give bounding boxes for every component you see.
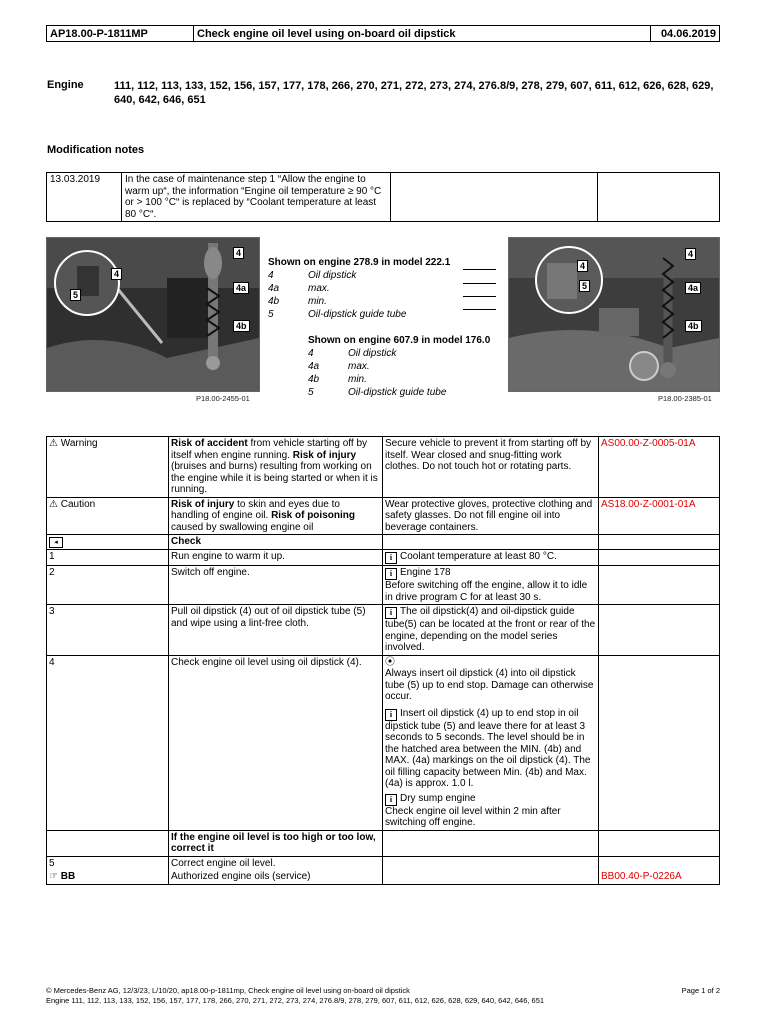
- legend-leader-line: [463, 296, 496, 297]
- caution-row: [47, 497, 720, 535]
- page-footer: [46, 986, 720, 1006]
- info-icon: i: [385, 552, 397, 564]
- modification-notes-title: Modification notes: [47, 144, 145, 156]
- step-action: Correct engine oil level.: [169, 856, 383, 870]
- legend-item: 4b min.: [268, 296, 327, 307]
- check-title: Check: [169, 535, 383, 550]
- legend-item: 5 Oil-dipstick guide tube: [268, 309, 407, 320]
- step-number: 2: [47, 566, 169, 605]
- step-row: [47, 655, 720, 830]
- step-note: ⦿ Always insert oil dipstick (4) into oil dipstick tube (5) up to end stop. Damage can otherwise occur. i Insert oil dipstick (4) up to end stop in oil dipstick tube (5) and leave there for at least 3 seconds to 5 seconds. The level should be in the hatched area between the MIN. (4b) and MAX. (4a) markings on the oil dipstick (4). The oil filling capacity between Min. (4b) and Max. (4a) is approx. 1.0 l. i Dry sump engine Check engine oil level within 2 min after switching off engine.: [383, 655, 599, 830]
- modification-table: [46, 172, 720, 222]
- step-note: i Coolant temperature at least 80 °C.: [383, 550, 599, 566]
- bb-cell: ☞ BB: [47, 870, 169, 884]
- info-icon: i: [385, 568, 397, 580]
- figure-legend-2: [308, 334, 508, 399]
- modification-text: In the case of maintenance step 1 “Allow the engine to warm up“, the information “Engine oil temperature ≥ 90 °C or > 100 °C“ is replaced by “Coolant temperature at least 80 °C“.: [122, 173, 391, 222]
- engine-photo-right-graphic: [509, 238, 719, 391]
- legend-item: 4 Oil dipstick: [268, 270, 357, 281]
- warning-ref-link[interactable]: AS00.00-Z-0005-01A: [599, 437, 720, 498]
- footer-line-2: Engine 111, 112, 113, 133, 152, 156, 157, 177, 178, 266, 270, 271, 272, 273, 274, 276.8/9, 278, 279, 607, 611, 612, 626, 628, 629, 640, 642, 646, 651: [46, 996, 545, 1005]
- callout-5: 5: [579, 280, 590, 292]
- legend-leader-line: [463, 309, 496, 310]
- step-note: i The oil dipstick(4) and oil-dipstick guide tube(5) can be located at the front or rear of the engine, depending on the model series involved.: [383, 605, 599, 656]
- check-icon: ◂: [47, 535, 169, 550]
- correct-row: [47, 830, 720, 856]
- step-row: [47, 550, 720, 566]
- caution-triangle-icon: ⚠: [49, 498, 58, 510]
- callout-4: 4: [577, 260, 588, 272]
- callout-5: 5: [70, 289, 81, 301]
- bb-ref-link[interactable]: BB00.40-P-0226A: [599, 870, 720, 884]
- step-action: Switch off engine.: [169, 566, 383, 605]
- legend-item: 4a max.: [308, 361, 370, 372]
- step-row: [47, 856, 720, 870]
- caution-ref-link[interactable]: AS18.00-Z-0001-01A: [599, 497, 720, 535]
- caution-cell: [47, 497, 169, 535]
- info-icon: i: [385, 794, 397, 806]
- correct-title: If the engine oil level is too high or too low, correct it: [169, 830, 383, 856]
- pointing-hand-icon: ☞: [49, 871, 58, 882]
- info-icon: i: [385, 607, 397, 619]
- check-row: [47, 535, 720, 550]
- callout-4b: 4b: [685, 320, 702, 332]
- callout-4: 4: [685, 248, 696, 260]
- callout-4: 4: [233, 247, 244, 259]
- step-number: 5: [47, 856, 169, 870]
- callout-4b: 4b: [233, 320, 250, 332]
- caution-risk-text: Risk of injury to skin and eyes due to handling of engine oil. Risk of poisoning caused by swallowing engine oil: [169, 497, 383, 535]
- step-action: Check engine oil level using oil dipstick (4).: [169, 655, 383, 830]
- doc-date: 04.06.2019: [651, 26, 720, 42]
- warning-row: [47, 437, 720, 498]
- legend-title-1: Shown on engine 278.9 in model 222.1: [268, 257, 451, 268]
- step-action: Pull oil dipstick (4) out of oil dipstick tube (5) and wipe using a lint-free cloth.: [169, 605, 383, 656]
- legend-leader-line: [463, 283, 496, 284]
- legend-item: 5 Oil-dipstick guide tube: [308, 387, 447, 398]
- engine-photo-left-graphic: [47, 238, 259, 391]
- figure-left-caption: P18.00-2455-01: [196, 394, 250, 403]
- warning-cell: [47, 437, 169, 498]
- step-number: 3: [47, 605, 169, 656]
- figure-right-caption: P18.00-2385-01: [658, 394, 712, 403]
- modification-empty-cell: [391, 173, 598, 222]
- warning-triangle-icon: ⚠: [49, 438, 58, 449]
- warning-measure: Secure vehicle to prevent it from starting off by itself. Wear closed and snug-fitting work clothes. Do not touch hot or rotating parts.: [383, 437, 599, 498]
- doc-title: Check engine oil level using on-board oil dipstick: [194, 26, 651, 42]
- callout-4a: 4a: [233, 282, 249, 294]
- figure-left-engine-photo: [46, 237, 260, 392]
- footer-line-1: © Mercedes-Benz AG, 12/3/23, L/10/20, ap18.00-p-1811mp, Check engine oil level using on-board oil dipstick: [46, 986, 410, 995]
- step-action: Run engine to warm it up.: [169, 550, 383, 566]
- legend-title-2: Shown on engine 607.9 in model 176.0: [308, 335, 491, 346]
- page-number: Page 1 of 2: [681, 986, 720, 995]
- step-row: [47, 566, 720, 605]
- document-header: [46, 25, 720, 42]
- warning-risk-text: Risk of accident from vehicle starting off by itself when engine running. Risk of injury (bruises and burns) resulting from working on the engine while it is being started or when it is running.: [169, 437, 383, 498]
- step-number: 4: [47, 655, 169, 830]
- figure-right-engine-photo: [508, 237, 720, 392]
- legend-leader-line: [463, 269, 496, 270]
- legend-item: 4a max.: [268, 283, 330, 294]
- engine-list: 111, 112, 113, 133, 152, 156, 157, 177, 178, 266, 270, 271, 272, 273, 274, 276.8/9, 278, 279, 607, 611, 612, 626, 628, 629, 640, 642, 646, 651: [114, 80, 714, 106]
- step-row: [47, 605, 720, 656]
- callout-4a: 4a: [685, 282, 701, 294]
- legend-item: 4b min.: [308, 374, 367, 385]
- figure-legend: [268, 256, 498, 321]
- attention-icon: ⦿: [385, 656, 395, 668]
- bb-row: [47, 870, 720, 884]
- info-icon: i: [385, 709, 397, 721]
- caution-measure: Wear protective gloves, protective clothing and safety glasses. Do not fill engine oil into beverage containers.: [383, 497, 599, 535]
- step-number: 1: [47, 550, 169, 566]
- step-note: i Engine 178 Before switching off the engine, allow it to idle in drive program C for at least 30 s.: [383, 566, 599, 605]
- caution-label: Caution: [60, 498, 96, 510]
- engine-label: Engine: [47, 79, 84, 91]
- bb-action: Authorized engine oils (service): [169, 870, 383, 884]
- doc-id: AP18.00-P-1811MP: [47, 26, 194, 42]
- legend-item: 4 Oil dipstick: [308, 348, 397, 359]
- procedure-table: [46, 436, 720, 885]
- warning-label: Warning: [60, 438, 98, 449]
- modification-empty-cell: [598, 173, 720, 222]
- modification-date: 13.03.2019: [47, 173, 122, 222]
- callout-4: 4: [111, 268, 122, 280]
